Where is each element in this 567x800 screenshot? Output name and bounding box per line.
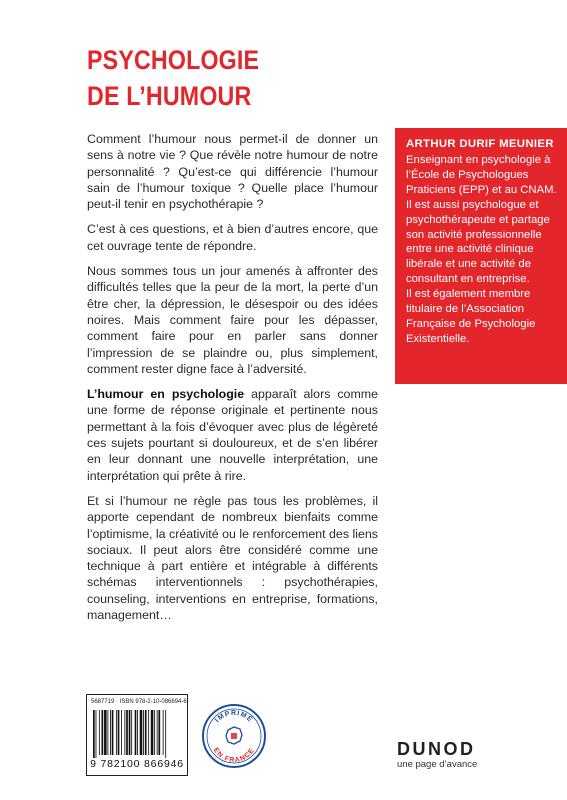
publisher-logo — [397, 740, 507, 770]
barcode-bar — [157, 710, 158, 755]
seal-bottom-text: EN FRANCE — [211, 746, 257, 765]
barcode-bar — [124, 710, 125, 755]
barcode-bar — [137, 710, 138, 755]
paragraph-4-bold: L’humour en psychologie — [87, 387, 245, 402]
paragraph-1: Comment l’humour nous permet-il de donner un sens à notre vie ? Que révèle notre humour de notre personnalité ? Qu’est-ce qui différencie l’humour sain de l’humour toxique ? Quelle place l’humour peut-il tenir en psychothérapie ? — [87, 132, 378, 212]
barcode-bar — [112, 710, 114, 755]
publisher-name: DUNOD — [397, 739, 476, 759]
barcode-bar — [129, 710, 131, 755]
paragraph-4-rest: apparaît alors comme une forme de réponse originale et pertinente nous permettant à la fois d’évoquer avec plus de légèreté ces sujets pourtant si douloureux, et de s’en libérer en leur donnant une nouvelle interprétation, une interprétation qui prête à rire. — [87, 387, 378, 483]
author-bio-2: Il est aussi psychologue et psychothérapeute et partage son activité professionnelle entre une activité clinique libérale et une activité de consultant en entreprise. — [406, 198, 550, 286]
title-line-1: PSYCHOLOGIE — [87, 45, 260, 75]
barcode-bar — [148, 710, 149, 755]
barcode-bar — [96, 710, 97, 758]
seal-top-text: IMPRIMÉ — [214, 710, 254, 725]
publisher-tagline: une page d’avance — [397, 759, 478, 770]
barcode-bar — [140, 710, 143, 755]
paragraph-3: Nous sommes tous un jour amenés à affronter des difficultés telles que la peur de la mort, la perte d’un être cher, la dépression, le désespoir ou des idées noires. Mais comment faire pour les dépasser, comment faire pour en parler sans donner l’impression de se plaindre ou, plus simplement, comment rester digne face à l’adversité. — [87, 264, 378, 376]
barcode-bar — [118, 710, 120, 755]
title-line-2: DE L’HUMOUR — [87, 81, 252, 111]
barcode-bar — [107, 710, 108, 755]
imprime-en-france-seal — [201, 703, 267, 769]
back-cover-text — [87, 131, 378, 632]
barcode-bar — [116, 710, 117, 755]
barcode-bar — [151, 710, 154, 755]
barcode-bar — [121, 710, 122, 755]
barcode-bar — [102, 710, 104, 755]
barcode-bar — [135, 710, 137, 755]
barcode-bar — [143, 710, 144, 755]
barcode-bar — [126, 710, 128, 755]
author-panel — [395, 128, 567, 384]
isbn-line: 5687719 · ISBN 978-2-10-086694-6 — [91, 699, 187, 705]
barcode-digits: 9 782100 866946 — [90, 758, 184, 770]
paragraph-5: Et si l’humour ne règle pas tous les problèmes, il apporte cependant de nombreux bienfaits comme l’optimisme, la créativité ou le renforcement des liens sociaux. Il peut alors être considéré comme une technique à part entière et intégrable à différents schémas interventionnels : psychothérapies, counseling, interventions en entreprise, formations, management… — [87, 493, 378, 623]
paragraph-4 — [87, 386, 378, 484]
barcode — [86, 694, 188, 776]
barcode-bar — [131, 710, 132, 755]
barcode-bar — [154, 710, 155, 755]
barcode-bars — [93, 710, 183, 758]
barcode-bar — [104, 710, 107, 755]
barcode-bar — [93, 710, 95, 758]
book-title — [87, 42, 345, 114]
barcode-bar — [158, 710, 160, 755]
barcode-bar — [99, 710, 100, 755]
paragraph-2: C’est à ces questions, et à bien d’autres encore, que cet ouvrage tente de répondre. — [87, 222, 378, 253]
barcode-bar — [163, 710, 164, 755]
barcode-bar — [145, 710, 147, 755]
author-bio-3: Il est également membre titulaire de l’Association Française de Psychologie Existentielle. — [406, 288, 536, 345]
author-name: ARTHUR DURIF MEUNIER — [406, 138, 554, 150]
barcode-bar — [110, 710, 111, 755]
author-bio-1: Enseignant en psychologie à l’École de Psychologues Praticiens (EPP) et au CNAM. — [406, 154, 557, 196]
barcode-bar — [165, 710, 166, 758]
